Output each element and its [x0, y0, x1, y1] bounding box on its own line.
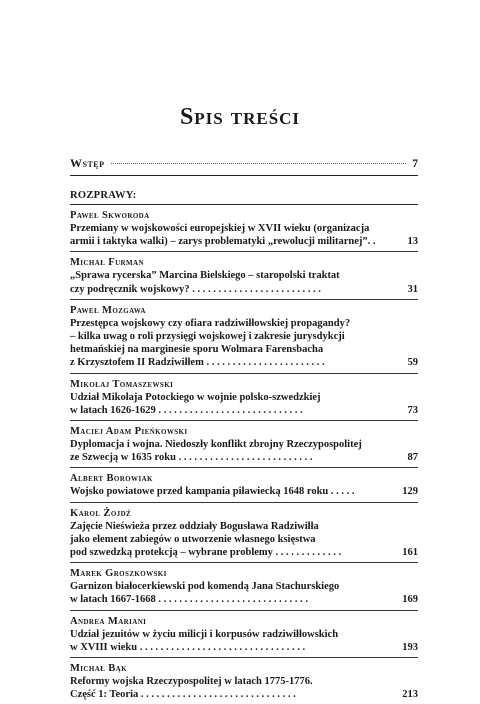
entry-title-line: w latach 1626-1629 . . . . . . . . . . . . . . . . . . . . . . . . . . . .: [70, 404, 303, 416]
entry-title-line: w latach 1667-1668 . . . . . . . . . . . . . . . . . . . . . . . . . . . . .: [70, 594, 308, 606]
entry-title: [70, 391, 390, 417]
entry-page-number: 87: [407, 452, 418, 464]
entry-title-line: Przemiany w wojskowości europejskiej w XVII wieku (organizacja: [70, 223, 370, 234]
intro-page-number: 7: [412, 158, 418, 170]
entry-author: Marek Groszkowski: [70, 568, 167, 580]
entry-title-line: ze Szwecją w 1635 roku . . . . . . . . . . . . . . . . . . . . . . . . . .: [70, 452, 313, 464]
entry-title-line: Dyplomacja i wojna. Niedoszły konflikt zbrojny Rzeczypospolitej: [70, 439, 362, 451]
toc-entry[interactable]: [70, 503, 418, 564]
toc-intro-row[interactable]: [70, 156, 418, 175]
entry-title-line: Udział Mikołaja Potockiego w wojnie polsko-szwedzkiej: [70, 391, 321, 403]
entry-title-line: Część 1: Teoria . . . . . . . . . . . . . . . . . . . . . . . . . . . . . .: [70, 689, 296, 701]
entry-title: [70, 485, 390, 498]
entry-title-wrap: [70, 485, 418, 498]
entry-title-line: jako element zabiegów o utworzenie własnego księstwa: [70, 533, 316, 545]
divider: [70, 175, 418, 176]
entry-page-number: 59: [407, 357, 418, 369]
entry-title-wrap: [70, 675, 418, 701]
toc-entries: [70, 205, 418, 704]
entry-title-wrap: [70, 391, 418, 417]
entry-title-line: z Krzysztofem II Radziwiłłem . . . . . . . . . . . . . . . . . . . . . . .: [70, 357, 325, 369]
entry-title-wrap: [70, 520, 418, 560]
entry-title-line: Udział jezuitów w życiu milicji i korpusów radziwiłłowskich: [70, 628, 339, 640]
page-title: Spis treści: [179, 104, 301, 130]
toc-entry[interactable]: [70, 374, 418, 421]
entry-title-wrap: [70, 222, 418, 248]
entry-title-line: Wojsko powiatowe przed kampania piławiecką 1648 roku . . . . .: [70, 486, 355, 498]
entry-author: Paweł Mozgawa: [70, 304, 146, 316]
intro-label: Wstęp: [70, 156, 105, 170]
entry-title-wrap: [70, 269, 418, 295]
entry-title: [70, 675, 390, 701]
entry-page-number: 31: [407, 283, 418, 295]
entry-page-number: 73: [407, 404, 418, 416]
entry-title-line: w XVIII wieku . . . . . . . . . . . . . . . . . . . . . . . . . . . . . . . .: [70, 641, 306, 653]
toc-entry[interactable]: [70, 205, 418, 252]
entry-author: Mikołaj Tomaszewski: [70, 378, 174, 390]
entry-author: Karol Żojdź: [70, 507, 132, 519]
entry-page-number: 129: [402, 486, 418, 498]
entry-title-line: hetmańskiej na marginesie sporu Wolmara Farensbacha: [70, 344, 324, 356]
toc-entry[interactable]: [70, 658, 418, 704]
entry-title-line: Reformy wojska Rzeczypospolitej w latach 1775-1776.: [70, 676, 313, 688]
entry-title: [70, 628, 390, 654]
entry-title-wrap: [70, 317, 418, 370]
entry-page-number: 13: [407, 236, 418, 248]
entry-author: Maciej Adam Pieńkowski: [70, 426, 188, 438]
entry-title-line: czy podręcznik wojskowy? . . . . . . . . . . . . . . . . . . . . . . . . .: [70, 283, 321, 295]
entry-title: [70, 438, 390, 464]
entry-author: Michał Furman: [70, 257, 144, 269]
toc-entry[interactable]: [70, 252, 418, 299]
entry-title-line: pod szwedzką protekcją – wybrane problemy . . . . . . . . . . . . .: [70, 547, 342, 559]
entry-title: [70, 520, 390, 560]
entry-title: [70, 222, 390, 248]
toc-entry[interactable]: [70, 421, 418, 468]
entry-title-wrap: [70, 628, 418, 654]
table-of-contents: [70, 156, 418, 704]
entry-title-wrap: [70, 580, 418, 606]
entry-title: [70, 580, 390, 606]
toc-entry[interactable]: [70, 563, 418, 610]
entry-page-number: 161: [402, 547, 418, 559]
entry-author: Paweł Skworoda: [70, 210, 150, 221]
section-heading: ROZPRAWY:: [70, 190, 137, 201]
entry-title: [70, 317, 390, 370]
toc-entry[interactable]: [70, 300, 418, 374]
entry-title-line: Zajęcie Nieświeża przez oddziały Bogusława Radziwiłła: [70, 520, 319, 532]
entry-title-line: armii i taktyka walki) – zarys problematyki „rewolucji militarnej”. .: [70, 236, 376, 248]
entry-title-wrap: [70, 438, 418, 464]
toc-entry[interactable]: [70, 611, 418, 658]
entry-page-number: 169: [402, 594, 418, 606]
entry-title-line: Garnizon białocerkiewski pod komendą Jana Stachurskiego: [70, 581, 340, 593]
entry-author: Albert Borowiak: [70, 473, 153, 485]
entry-title-line: Przestępca wojskowy czy ofiara radziwiłłowskiej propagandy?: [70, 317, 351, 329]
entry-page-number: 213: [402, 689, 418, 701]
entry-title-line: – kilka uwag o roli przysięgi wojskowej i zakresie jurysdykcji: [70, 331, 345, 343]
entry-author: Michał Bąk: [70, 663, 127, 675]
entry-title-line: „Sprawa rycerska” Marcina Bielskiego – staropolski traktat: [70, 270, 340, 282]
toc-entry[interactable]: [70, 468, 418, 502]
dot-leader: [111, 163, 407, 164]
entry-author: Andrea Mariani: [70, 615, 147, 627]
entry-title: [70, 269, 390, 295]
entry-page-number: 193: [402, 641, 418, 653]
